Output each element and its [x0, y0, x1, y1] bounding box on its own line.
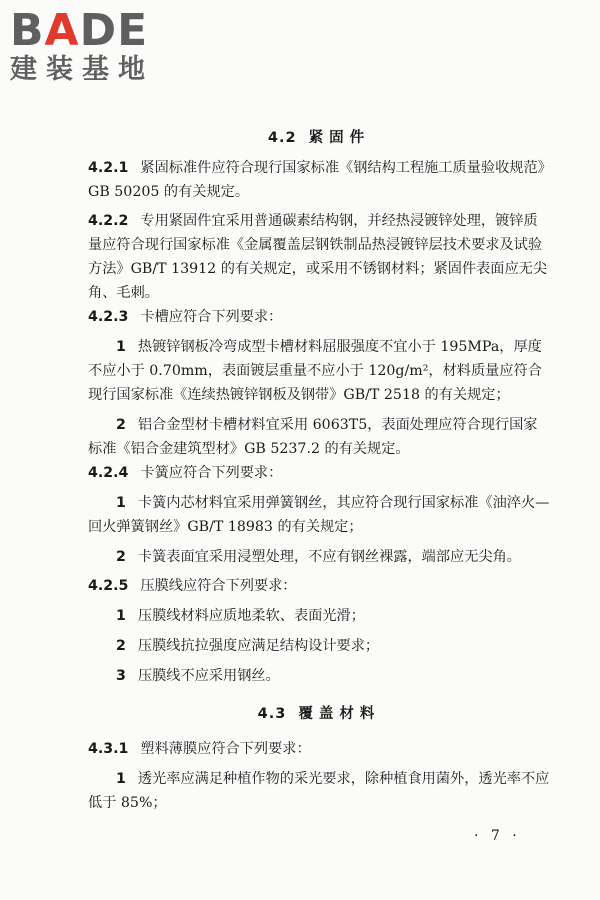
bade-logo	[10, 5, 185, 86]
clause-4-2-3: 4.2.3 卡槽应符合下列要求：	[88, 309, 283, 325]
clause-4-2-5-item-3: 3 压膜线不应采用钢丝。	[116, 668, 280, 684]
clause-4-3-1-item-1: 1 透光率应满足种植作物的采光要求，除种植食用菌外，透光率不应低于 85%；	[88, 771, 550, 811]
clause-4-2-4-item-2: 2 卡簧表面宜采用浸塑处理，不应有钢丝裸露，端部应无尖角。	[116, 549, 521, 565]
section-heading-4-2: 4.2 紧固件	[267, 130, 371, 146]
clause-4-2-3-item-1: 1 热镀锌钢板冷弯成型卡槽材料屈服强度不宜小于 195MPa，厚度不应小于 0.70mm，表面镀层重量不应小于 120g/m²，材料质量应符合现行国家标准《连续热镀锌钢板及钢带》GB/T 2518 的有关规定；	[88, 339, 542, 403]
logo-chinese-text: 建装基地	[10, 54, 154, 85]
clause-4-2-4-item-1: 1 卡簧内芯材料宜采用弹簧钢丝，其应符合现行国家标准《油淬火—回火弹簧钢丝》GB/T 18983 的有关规定；	[88, 495, 550, 535]
page-number: · 7 ·	[474, 828, 521, 844]
clause-4-2-5-item-2: 2 压膜线抗拉强度应满足结构设计要求；	[116, 638, 380, 654]
clause-4-2-5-item-1: 1 压膜线材料应质地柔软、表面光滑；	[116, 608, 365, 624]
section-heading-4-3: 4.3 覆盖材料	[257, 706, 381, 722]
clause-4-2-5: 4.2.5 压膜线应符合下列要求：	[88, 578, 297, 594]
clause-4-3-1: 4.3.1 塑料薄膜应符合下列要求：	[88, 741, 311, 757]
clause-4-2-2: 4.2.2 专用紧固件宜采用普通碳素结构钢，并经热浸镀锌处理，镀锌质量应符合现行国家标准《金属覆盖层钢铁制品热浸镀锌层技术要求及试验方法》GB/T 13912 的有关规定，或采用不锈钢材料；紧固件表面应无尖角、毛刺。	[88, 213, 548, 301]
logo-wordmark: BADE	[10, 5, 149, 56]
document-body	[88, 120, 550, 815]
clause-4-2-3-item-2: 2 铝合金型材卡槽材料宜采用 6063T5，表面处理应符合现行国家标准《铝合金建筑型材》GB 5237.2 的有关规定。	[88, 417, 538, 457]
clause-4-2-4: 4.2.4 卡簧应符合下列要求：	[88, 465, 283, 481]
clause-4-2-1: 4.2.1 紧固标准件应符合现行国家标准《钢结构工程施工质量验收规范》GB 50205 的有关规定。	[88, 160, 545, 200]
